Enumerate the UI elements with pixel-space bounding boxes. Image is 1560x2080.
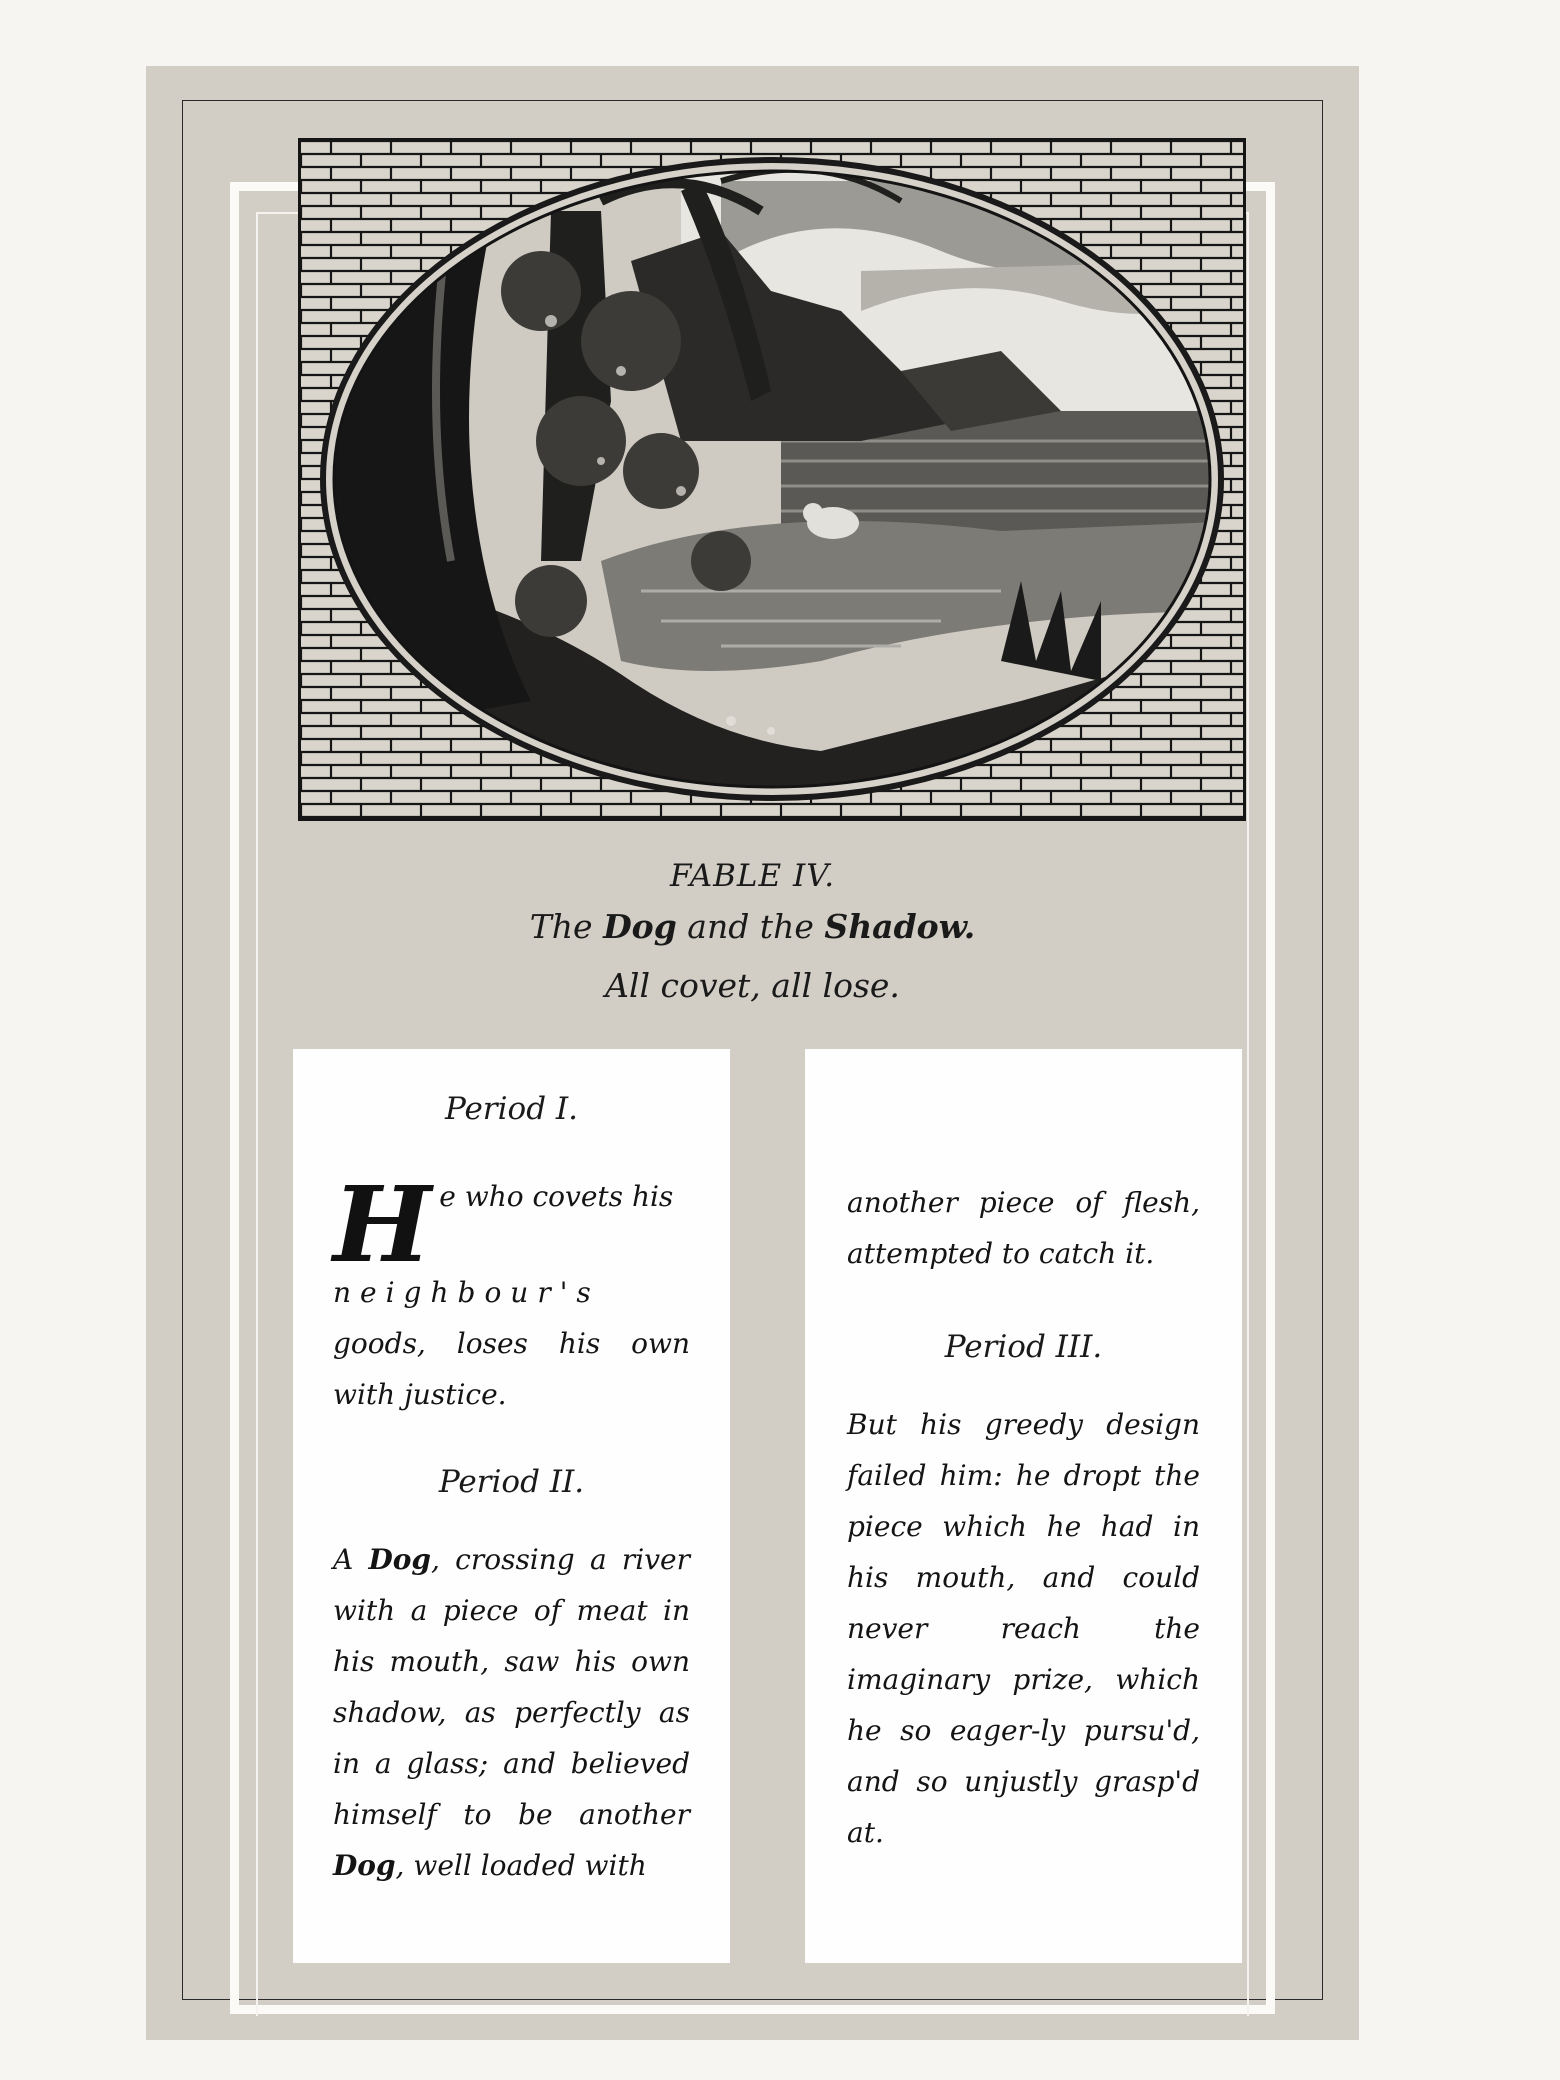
period-2-text-1: , crossing a river with a piece of meat in his mouth, saw his own shadow, as perfectly as in a glass; and believed himself to be another (333, 1543, 690, 1831)
period-2-text (333, 1534, 690, 1891)
text-column-right (805, 1049, 1242, 1963)
period-2-text-2: , well loaded with (395, 1849, 647, 1882)
fable-number: FABLE IV. (669, 858, 836, 894)
fable-illustration (298, 138, 1246, 821)
period-1-line-2: neighbour's (333, 1276, 600, 1309)
period-1-rest: goods, loses his own with justice. (333, 1327, 690, 1411)
title-dog: Dog (603, 907, 677, 946)
title-and-the: and the (687, 907, 814, 946)
period-2-dog-2: Dog (333, 1849, 396, 1882)
drop-cap-letter: H (333, 1163, 432, 1286)
title-the: The (529, 907, 593, 946)
period-1-line-1: e who covets his (439, 1180, 674, 1213)
period-1-heading: Period I. (444, 1091, 578, 1127)
period-2-continuation: another piece of flesh, attempted to catch it. (847, 1186, 1200, 1270)
period-2-a: A (333, 1543, 354, 1576)
period-2-dog-1: Dog (368, 1543, 432, 1576)
engraving-dog-river-landscape-icon (301, 141, 1243, 818)
period-3-text: But his greedy design failed him: he dropt the piece which he had in his mouth, and could never reach the imaginary prize, which he so eager-ly pursu'd, and so unjustly grasp'd at. (847, 1408, 1200, 1849)
title-shadow: Shadow. (824, 907, 976, 946)
period-1-text (333, 1163, 690, 1420)
fable-title (146, 907, 1359, 946)
fable-moral: All covet, all lose. (605, 966, 900, 1005)
period-2-heading: Period II. (438, 1464, 585, 1500)
period-3-heading: Period III. (944, 1329, 1103, 1365)
text-column-left (293, 1049, 730, 1963)
